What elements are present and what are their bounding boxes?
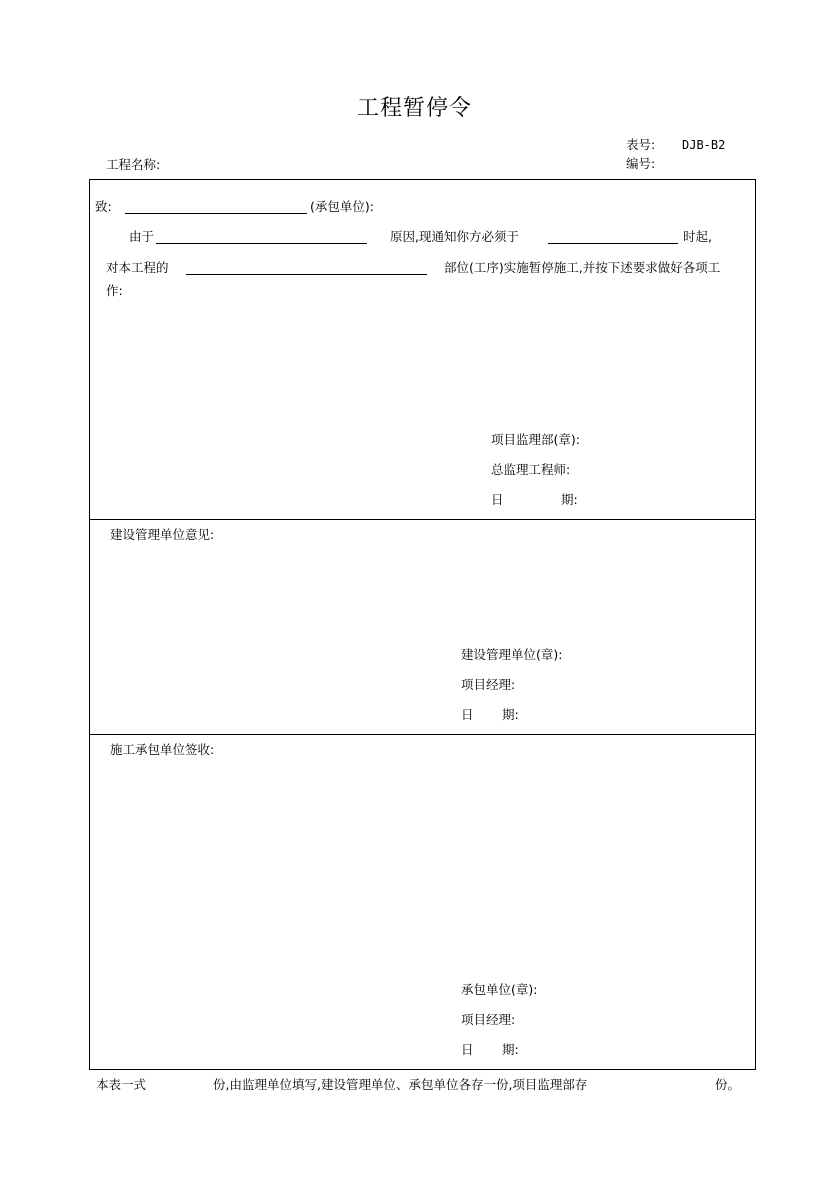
contractor-unit-seal-label: 承包单位(章):: [461, 982, 538, 997]
owner-date-period: 期:: [502, 707, 519, 722]
form-table: [89, 179, 756, 1070]
contractor-suffix: (承包单位):: [310, 199, 374, 214]
footer-copies-prefix: 本表一式: [96, 1077, 147, 1092]
form-number-label: 表号:: [626, 137, 656, 152]
form-number-value: DJB-B2: [682, 138, 726, 152]
date-label-period: 期:: [561, 492, 578, 507]
contractor-date-period: 期:: [502, 1042, 519, 1057]
to-label: 致:: [95, 199, 112, 214]
part-blank[interactable]: [186, 274, 427, 275]
owner-unit-seal-label: 建设管理单位(章):: [461, 647, 563, 662]
time-blank[interactable]: [548, 243, 678, 244]
contractor-manager-label: 项目经理:: [461, 1012, 516, 1027]
owner-manager-label: 项目经理:: [461, 677, 516, 692]
from-time-text: 时起,: [683, 229, 712, 244]
for-project-label: 对本工程的: [106, 260, 169, 275]
chief-engineer-label: 总监理工程师:: [491, 462, 571, 477]
footer-copies-middle: 份,由监理单位填写,建设管理单位、承包单位各存一份,项目监理部存: [213, 1077, 588, 1092]
owner-date-day: 日: [461, 707, 474, 722]
work-text: 作:: [106, 283, 123, 298]
section-divider-1: [89, 519, 756, 520]
contractor-receipt-heading: 施工承包单位签收:: [110, 742, 215, 757]
part-text: 部位(工序)实施暂停施工,并按下述要求做好各项工: [444, 260, 721, 275]
supervision-dept-seal-label: 项目监理部(章):: [491, 432, 580, 447]
due-to-label: 由于: [129, 229, 155, 244]
serial-number-label: 编号:: [626, 156, 656, 171]
reason-blank[interactable]: [156, 243, 367, 244]
project-name-label: 工程名称:: [106, 157, 161, 172]
page-title: 工程暂停令: [357, 96, 473, 121]
section-divider-2: [89, 734, 756, 735]
footer-copies-suffix: 份。: [715, 1077, 741, 1092]
date-label-day: 日: [491, 492, 504, 507]
reason-text: 原因,现通知你方必须于: [390, 229, 519, 244]
contractor-date-day: 日: [461, 1042, 474, 1057]
owner-opinion-heading: 建设管理单位意见:: [110, 527, 215, 542]
contractor-blank[interactable]: [125, 213, 307, 214]
